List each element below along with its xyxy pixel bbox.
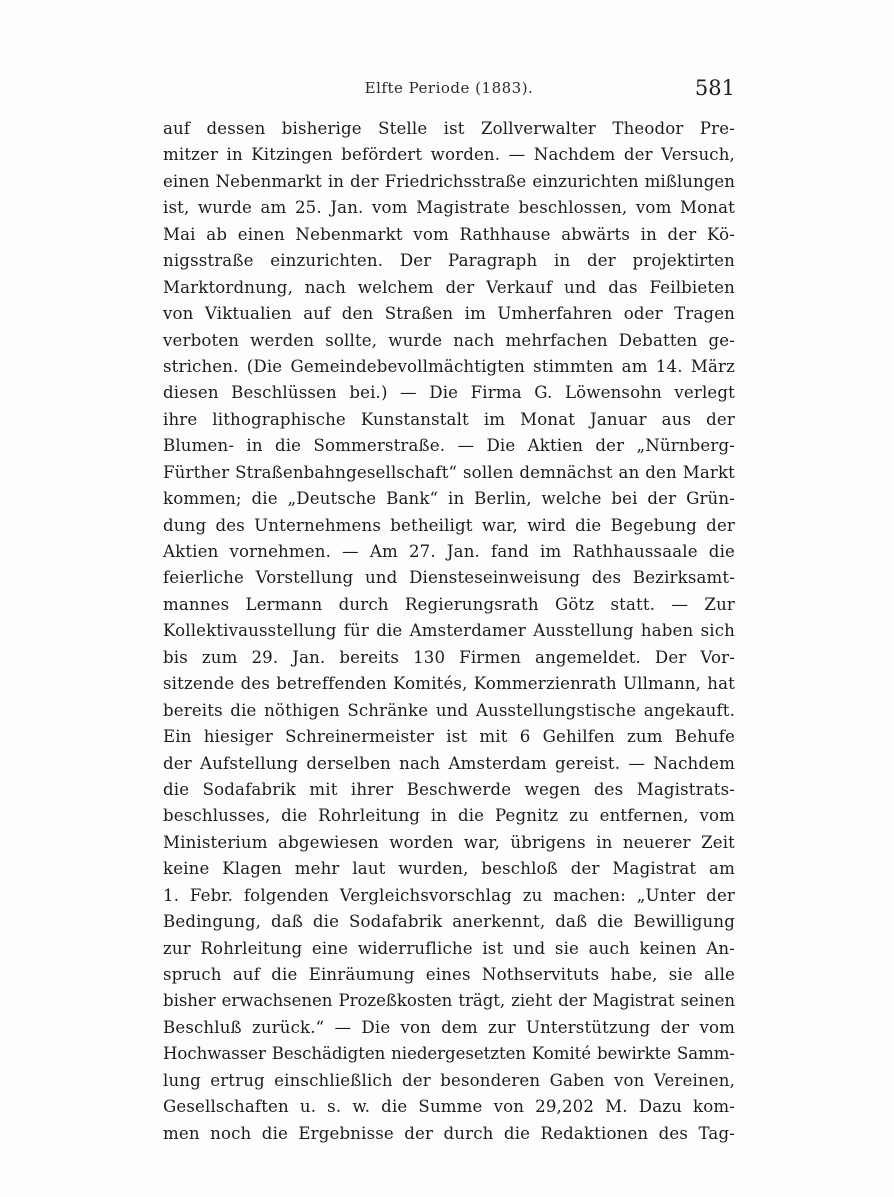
text-line: Beschluß zurück.“ — Die von dem zur Unterstützung der vom — [163, 1017, 735, 1037]
text-line: Blumen- in die Sommerstraße. — Die Aktien der „Nürnberg- — [163, 436, 735, 456]
text-line: die Sodafabrik mit ihrer Beschwerde wegen des Magistrats- — [163, 779, 735, 799]
text-line: diesen Beschlüssen bei.) — Die Firma G. Löwensohn verlegt — [163, 383, 735, 403]
text-line: mitzer in Kitzingen befördert worden. — Nachdem der Versuch, — [163, 145, 735, 165]
text-line: ihre lithographische Kunstanstalt im Monat Januar aus der — [163, 409, 735, 429]
text-line: feierliche Vorstellung und Diensteseinweisung des Bezirksamt- — [163, 568, 735, 588]
text-line: Hochwasser Beschädigten niedergesetzten Komité bewirkte Samm- — [163, 1044, 735, 1064]
text-line: sitzende des betreffenden Komités, Kommerzienrath Ullmann, hat — [163, 674, 735, 694]
text-line: einen Nebenmarkt in der Friedrichsstraße einzurichten mißlungen — [163, 171, 735, 191]
text-line: strichen. (Die Gemeindebevollmächtigten stimmten am 14. März — [163, 356, 735, 376]
text-line: ist, wurde am 25. Jan. vom Magistrate beschlossen, vom Monat — [163, 198, 735, 218]
text-line: bis zum 29. Jan. bereits 130 Firmen angemeldet. Der Vor- — [163, 647, 735, 667]
text-line: mannes Lermann durch Regierungsrath Götz statt. — Zur — [163, 594, 735, 614]
text-line: bereits die nöthigen Schränke und Ausstellungstische angekauft. — [163, 700, 735, 720]
text-line: Kollektivausstellung für die Amsterdamer Ausstellung haben sich — [163, 621, 735, 641]
text-line: bisher erwachsenen Prozeßkosten trägt, zieht der Magistrat seinen — [163, 991, 735, 1011]
text-line: zur Rohrleitung eine widerrufliche ist und sie auch keinen An- — [163, 938, 735, 958]
body-text — [163, 116, 735, 1147]
running-title: Elfte Periode (1883). — [364, 79, 534, 97]
text-line: spruch auf die Einräumung eines Nothservituts habe, sie alle — [163, 965, 735, 984]
text-line: Fürther Straßenbahngesellschaft“ sollen demnächst an den Markt — [163, 462, 735, 482]
text-line: Aktien vornehmen. — Am 27. Jan. fand im Rathhaussaale die — [163, 542, 735, 561]
text-line: Mai ab einen Nebenmarkt vom Rathhause abwärts in der Kö- — [163, 224, 735, 244]
text-line: keine Klagen mehr laut wurden, beschloß der Magistrat am — [163, 859, 735, 879]
text-line: Ein hiesiger Schreinermeister ist mit 6 Gehilfen zum Behufe — [163, 727, 735, 747]
text-line: der Aufstellung derselben nach Amsterdam gereist. — Nachdem — [163, 753, 735, 773]
text-line: Ministerium abgewiesen worden war, übrigens in neuerer Zeit — [163, 832, 735, 852]
text-line: men noch die Ergebnisse der durch die Redaktionen des Tag- — [163, 1123, 735, 1143]
running-head — [163, 74, 735, 102]
text-line: auf dessen bisherige Stelle ist Zollverwalter Theodor Pre- — [163, 119, 735, 138]
text-line: lung ertrug einschließlich der besonderen Gaben von Vereinen, — [163, 1070, 735, 1090]
text-line: dung des Unternehmens betheiligt war, wird die Begebung der — [163, 515, 735, 535]
text-line: von Viktualien auf den Straßen im Umherfahren oder Tragen — [163, 304, 735, 324]
text-line: 1. Febr. folgenden Vergleichsvorschlag zu machen: „Unter der — [163, 885, 735, 905]
text-line: Bedingung, daß die Sodafabrik anerkennt, daß die Bewilligung — [163, 912, 735, 932]
text-line: nigsstraße einzurichten. Der Paragraph in der projektirten — [163, 251, 735, 271]
text-line: verboten werden sollte, wurde nach mehrfachen Debatten ge- — [163, 330, 735, 350]
page-number: 581 — [694, 76, 735, 100]
text-line: Marktordnung, nach welchem der Verkauf und das Feilbieten — [163, 277, 735, 297]
text-line: Gesellschaften u. s. w. die Summe von 29,202 M. Dazu kom- — [163, 1097, 735, 1117]
text-line: beschlusses, die Rohrleitung in die Pegnitz zu entfernen, vom — [163, 806, 735, 826]
text-line: kommen; die „Deutsche Bank“ in Berlin, welche bei der Grün- — [163, 489, 735, 509]
